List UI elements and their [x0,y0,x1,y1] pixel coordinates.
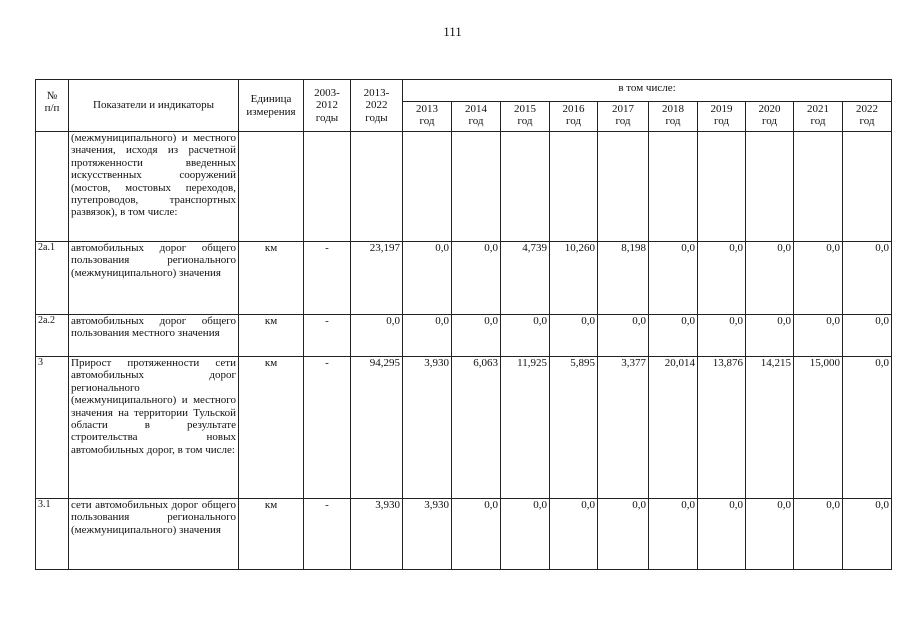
row-year-value: 0,0 [843,499,892,570]
header-indicators-label: Показатели и индикаторы [93,99,214,112]
row-year-value: 0,0 [598,499,649,570]
table-row [36,357,892,499]
row-year-value: 14,215 [746,357,794,499]
row-period1-value: - [304,357,351,499]
header-year-3 [550,102,598,132]
row-year-value: 20,014 [649,357,698,499]
row-unit: км [239,357,304,499]
header-unit-label: Единица измерения [246,93,296,118]
row-year-value: 0,0 [452,499,501,570]
header-period2-label: 2013- 2022 годы [363,86,390,124]
header-num [36,80,69,132]
row-year-value: 3,930 [403,499,452,570]
row-year-value: 11,925 [501,357,550,499]
header-period-2003-2012 [304,80,351,132]
header-indicators [69,80,239,132]
table-row [36,499,892,570]
row-year-value: 13,876 [698,357,746,499]
row-number: 3 [36,357,69,499]
row-year-value [501,132,550,242]
row-year-value: 0,0 [452,242,501,315]
row-indicator-name: автомобильных дорог общего пользования местного значения [69,315,239,357]
row-year-value: 0,0 [550,315,598,357]
row-indicator-name: сети автомобильных дорог общего пользования регионального (межмуниципального) значения [69,499,239,570]
header-year-5 [649,102,698,132]
row-year-value: 0,0 [598,315,649,357]
row-period1-value: - [304,242,351,315]
row-unit [239,132,304,242]
row-year-value: 0,0 [649,499,698,570]
header-year-label: 2021 год [807,103,829,128]
row-year-value [550,132,598,242]
header-including [403,80,892,102]
row-year-value: 15,000 [794,357,843,499]
row-indicator-name: Прирост протяженности сети автомобильных дорог регионального (межмуниципального) и местного значения на территории Тульской области в результате строительства новых автомобильных дорог, в том числе: [69,357,239,499]
row-year-value: 4,739 [501,242,550,315]
row-year-value: 0,0 [501,315,550,357]
row-period2-value: 3,930 [351,499,403,570]
table-row [36,242,892,315]
header-year-9 [843,102,892,132]
row-period2-value [351,132,403,242]
row-indicator-name: автомобильных дорог общего пользования регионального (межмуниципального) значения [69,242,239,315]
indicators-table [35,79,892,570]
row-year-value: 0,0 [698,242,746,315]
row-year-value: 0,0 [794,242,843,315]
table-row [36,132,892,242]
header-period-2013-2022 [351,80,403,132]
row-period1-value [304,132,351,242]
row-year-value: 0,0 [403,315,452,357]
row-year-value: 0,0 [403,242,452,315]
row-year-value: 5,895 [550,357,598,499]
row-period1-value: - [304,315,351,357]
row-year-value: 0,0 [649,315,698,357]
row-number: 2а.1 [36,242,69,315]
row-year-value [403,132,452,242]
page-number: 111 [443,24,462,39]
row-unit: км [239,242,304,315]
header-year-label: 2020 год [758,103,781,128]
row-year-value: 0,0 [698,315,746,357]
header-year-0 [403,102,452,132]
header-num-label: № п/п [44,90,60,115]
row-year-value [598,132,649,242]
row-year-value: 0,0 [794,499,843,570]
row-number: 3.1 [36,499,69,570]
header-including-label: в том числе: [618,82,676,94]
header-period1-label: 2003- 2012 годы [314,86,340,124]
row-year-value: 0,0 [452,315,501,357]
row-indicator-name: (межмуниципального) и местного значения, исходя из расчетной протяженности введенных искусственных сооружений (мостов, мостовых переходов, путепроводов, транспортных развязок), в том числе: [69,132,239,242]
row-year-value: 0,0 [746,499,794,570]
row-year-value [649,132,698,242]
row-year-value [843,132,892,242]
header-year-8 [794,102,843,132]
header-year-2 [501,102,550,132]
row-year-value: 0,0 [746,315,794,357]
header-unit [239,80,304,132]
row-unit: км [239,315,304,357]
header-year-4 [598,102,649,132]
row-year-value: 0,0 [698,499,746,570]
row-year-value: 0,0 [794,315,843,357]
row-number [36,132,69,242]
header-row-1 [36,80,892,102]
row-period1-value: - [304,499,351,570]
row-year-value: 10,260 [550,242,598,315]
header-year-label: 2014 год [465,103,487,128]
row-year-value: 6,063 [452,357,501,499]
row-year-value: 3,377 [598,357,649,499]
row-year-value: 3,930 [403,357,452,499]
header-year-6 [698,102,746,132]
header-year-7 [746,102,794,132]
row-year-value: 8,198 [598,242,649,315]
row-year-value: 0,0 [843,315,892,357]
row-year-value: 0,0 [843,242,892,315]
row-year-value [698,132,746,242]
header-year-label: 2022 год [856,103,878,128]
row-year-value [452,132,501,242]
row-period2-value: 23,197 [351,242,403,315]
table-row [36,315,892,357]
row-period2-value: 0,0 [351,315,403,357]
row-year-value: 0,0 [843,357,892,499]
row-number: 2а.2 [36,315,69,357]
row-period2-value: 94,295 [351,357,403,499]
header-year-label: 2017 год [612,103,634,128]
row-year-value [746,132,794,242]
header-year-1 [452,102,501,132]
header-year-label: 2018 год [662,103,684,128]
header-year-label: 2019 год [710,103,733,128]
row-year-value: 0,0 [501,499,550,570]
header-year-label: 2015 год [514,103,536,128]
row-unit: км [239,499,304,570]
header-year-label: 2016 год [562,103,585,128]
row-year-value: 0,0 [550,499,598,570]
header-year-label: 2013 год [416,103,438,128]
row-year-value: 0,0 [746,242,794,315]
row-year-value [794,132,843,242]
row-year-value: 0,0 [649,242,698,315]
